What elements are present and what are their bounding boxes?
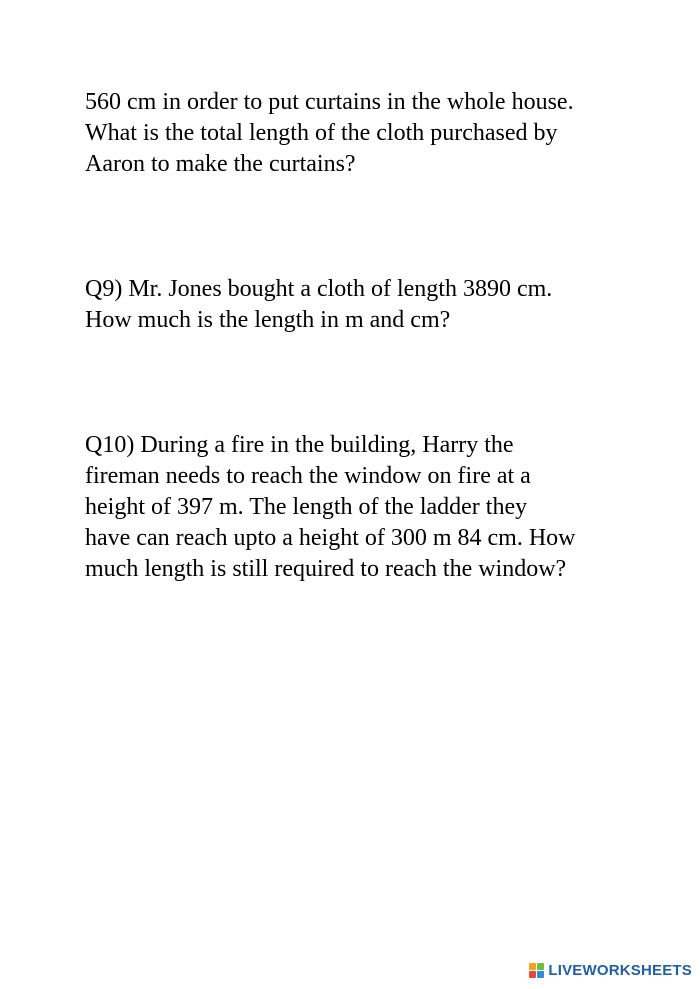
liveworksheets-logo-icon bbox=[529, 963, 545, 979]
liveworksheets-logo bbox=[529, 962, 692, 979]
text-line: have can reach upto a height of 300 m 84 cm. How bbox=[85, 525, 576, 551]
logo-square bbox=[529, 971, 536, 978]
text-line: height of 397 m. The length of the ladder they bbox=[85, 494, 528, 520]
text-line: 560 cm in order to put curtains in the whole house. bbox=[85, 89, 574, 115]
text-line: Q9) Mr. Jones bought a cloth of length 3890 cm. bbox=[85, 276, 553, 302]
logo-square bbox=[537, 963, 544, 970]
brand-name: LIVEWORKSHEETS bbox=[548, 962, 692, 979]
text-line: How much is the length in m and cm? bbox=[85, 307, 451, 333]
text-line: Aaron to make the curtains? bbox=[85, 151, 356, 177]
text-line: much length is still required to reach the window? bbox=[85, 556, 567, 582]
question-10 bbox=[85, 430, 645, 585]
question-8-continuation bbox=[85, 87, 645, 180]
question-9 bbox=[85, 274, 645, 336]
logo-square bbox=[529, 963, 536, 970]
text-line: Q10) During a fire in the building, Harry the bbox=[85, 432, 514, 458]
text-line: fireman needs to reach the window on fire at a bbox=[85, 463, 531, 489]
text-line: What is the total length of the cloth purchased by bbox=[85, 120, 558, 146]
logo-square bbox=[537, 971, 544, 978]
